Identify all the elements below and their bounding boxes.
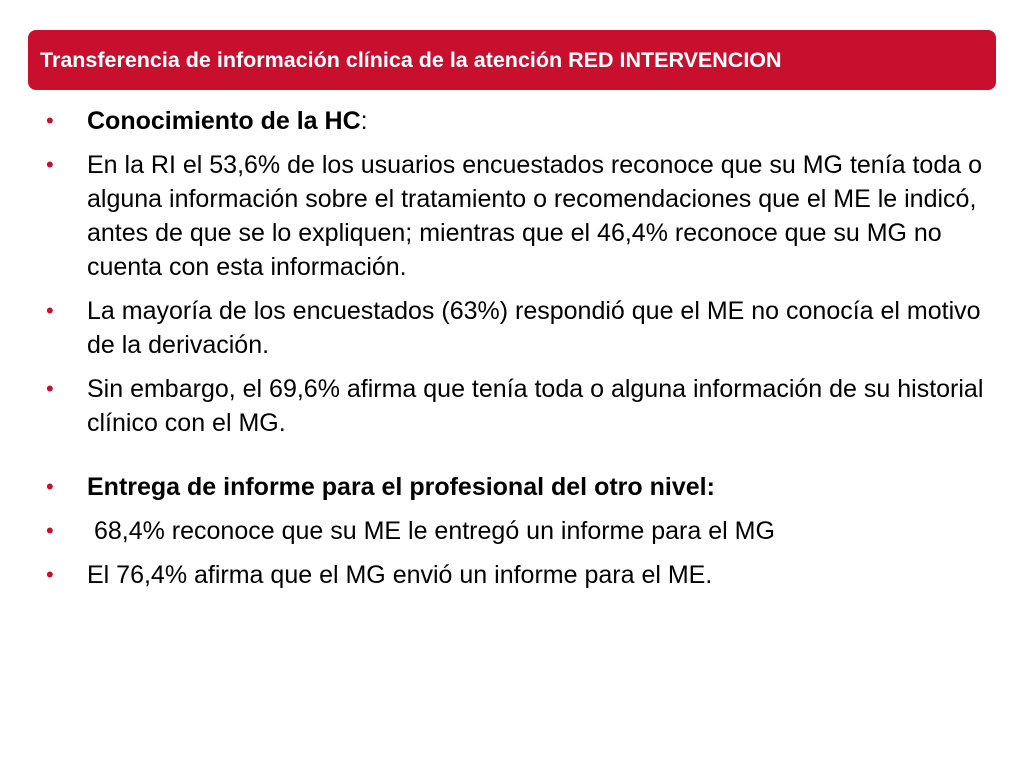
- title-bar: [28, 30, 996, 90]
- section-heading-conocimiento: [46, 104, 986, 138]
- section-heading-colon: :: [360, 107, 368, 135]
- bullet-icon: •: [46, 376, 54, 401]
- list-item: [46, 372, 986, 440]
- list-item: [46, 148, 986, 284]
- list-item-text: El 76,4% afirma que el MG envió un informe para el ME.: [87, 561, 713, 589]
- list-item-text: La mayoría de los encuestados (63%) respondió que el ME no conocía el motivo de la derivación.: [87, 297, 981, 359]
- list-item: [46, 294, 986, 362]
- slide-title: Transferencia de información clínica de la atención RED INTERVENCION: [40, 47, 782, 72]
- bullet-icon: •: [46, 474, 54, 499]
- bullet-icon: •: [46, 562, 54, 587]
- section-heading-entrega: [46, 470, 986, 504]
- list-item: [46, 558, 986, 592]
- bullet-icon: •: [46, 152, 54, 177]
- bullet-icon: •: [46, 518, 54, 543]
- section-heading-text: Entrega de informe para el profesional del otro nivel:: [87, 473, 715, 501]
- section-heading-text: Conocimiento de la HC: [87, 107, 361, 135]
- bullet-icon: •: [46, 108, 54, 133]
- bullet-list: [46, 104, 986, 602]
- list-item-text: En la RI el 53,6% de los usuarios encuestados reconoce que su MG tenía toda o alguna información sobre el tratamiento o recomendaciones que el ME le indicó, antes de que se lo expliquen; mientras que el 46,4% reconoce que su MG no cuenta con esta información.: [87, 151, 982, 281]
- list-item-text: 68,4% reconoce que su ME le entregó un informe para el MG: [87, 517, 775, 545]
- bullet-icon: •: [46, 298, 54, 323]
- list-item: [46, 514, 986, 548]
- list-item-text: Sin embargo, el 69,6% afirma que tenía toda o alguna información de su historial clínico con el MG.: [87, 375, 984, 437]
